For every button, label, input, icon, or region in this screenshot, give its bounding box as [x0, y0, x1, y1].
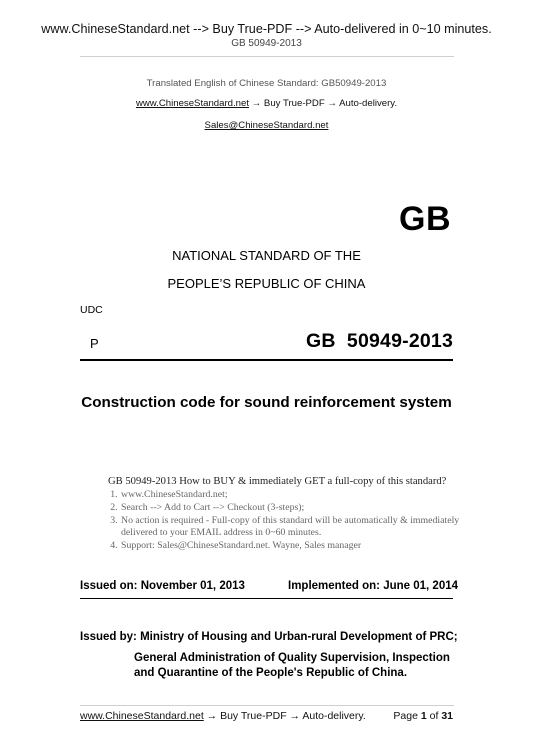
- buy-info-text: → Buy True-PDF → Auto-delivery.: [249, 98, 398, 109]
- page-of: of: [426, 710, 442, 722]
- co-issuer-line-1: General Administration of Quality Supervision, Inspection: [134, 652, 450, 664]
- sales-email-link[interactable]: Sales@ChineseStandard.net: [204, 120, 329, 131]
- issued-by-line: Issued by: Ministry of Housing and Urban-rural Development of PRC;: [80, 631, 458, 643]
- footer-website-link[interactable]: www.ChineseStandard.net: [80, 710, 204, 722]
- co-issuer-line-2: and Quarantine of the People's Republic of China.: [134, 667, 408, 679]
- category-code: P: [90, 336, 99, 351]
- translation-note: Translated English of Chinese Standard: GB50949-2013: [146, 78, 387, 89]
- standard-number: GB 50949-2013: [306, 330, 453, 352]
- national-standard-heading: NATIONAL STANDARD OF THE: [172, 248, 361, 263]
- document-title: Construction code for sound reinforcement system: [81, 394, 452, 411]
- list-item: 1. www.ChineseStandard.net;: [120, 489, 468, 502]
- page-total: 31: [441, 710, 453, 722]
- page-header-standard-code: GB 50949-2013: [231, 38, 302, 49]
- footer-divider: [80, 705, 454, 706]
- how-to-buy-box: [108, 476, 468, 553]
- gb-logo: GB: [399, 200, 451, 238]
- list-item: 2. Search --> Add to Cart --> Checkout (3-steps);: [120, 502, 468, 515]
- how-to-buy-question: GB 50949-2013 How to BUY & immediately GET a full-copy of this standard?: [108, 476, 447, 487]
- page-header-banner: www.ChineseStandard.net --> Buy True-PDF --> Auto-delivered in 0~10 minutes.: [41, 22, 492, 36]
- list-item: 4. Support: Sales@ChineseStandard.net. Wayne, Sales manager: [120, 540, 468, 553]
- standard-number-divider: [80, 359, 453, 361]
- page-counter: [393, 710, 453, 722]
- footer-buy-line: [80, 710, 366, 722]
- udc-label: UDC: [80, 304, 103, 316]
- how-to-buy-steps: [108, 489, 468, 553]
- footer-buy-text: → Buy True-PDF → Auto-delivery.: [203, 710, 366, 722]
- dates-divider: [80, 598, 453, 599]
- page-number: 1: [420, 710, 427, 722]
- implemented-on-date: Implemented on: June 01, 2014: [288, 580, 459, 592]
- buy-info-line: [0, 98, 533, 109]
- header-divider: [80, 56, 454, 57]
- prc-heading: PEOPLE’S REPUBLIC OF CHINA: [167, 276, 366, 291]
- page-prefix: Page: [393, 710, 421, 722]
- issued-on-date: Issued on: November 01, 2013: [80, 580, 245, 592]
- list-item: 3. No action is required - Full-copy of this standard will be automatically & immediately delivered to your EMAIL address in 0~60 minutes.: [120, 515, 468, 541]
- website-link[interactable]: www.ChineseStandard.net: [135, 98, 249, 109]
